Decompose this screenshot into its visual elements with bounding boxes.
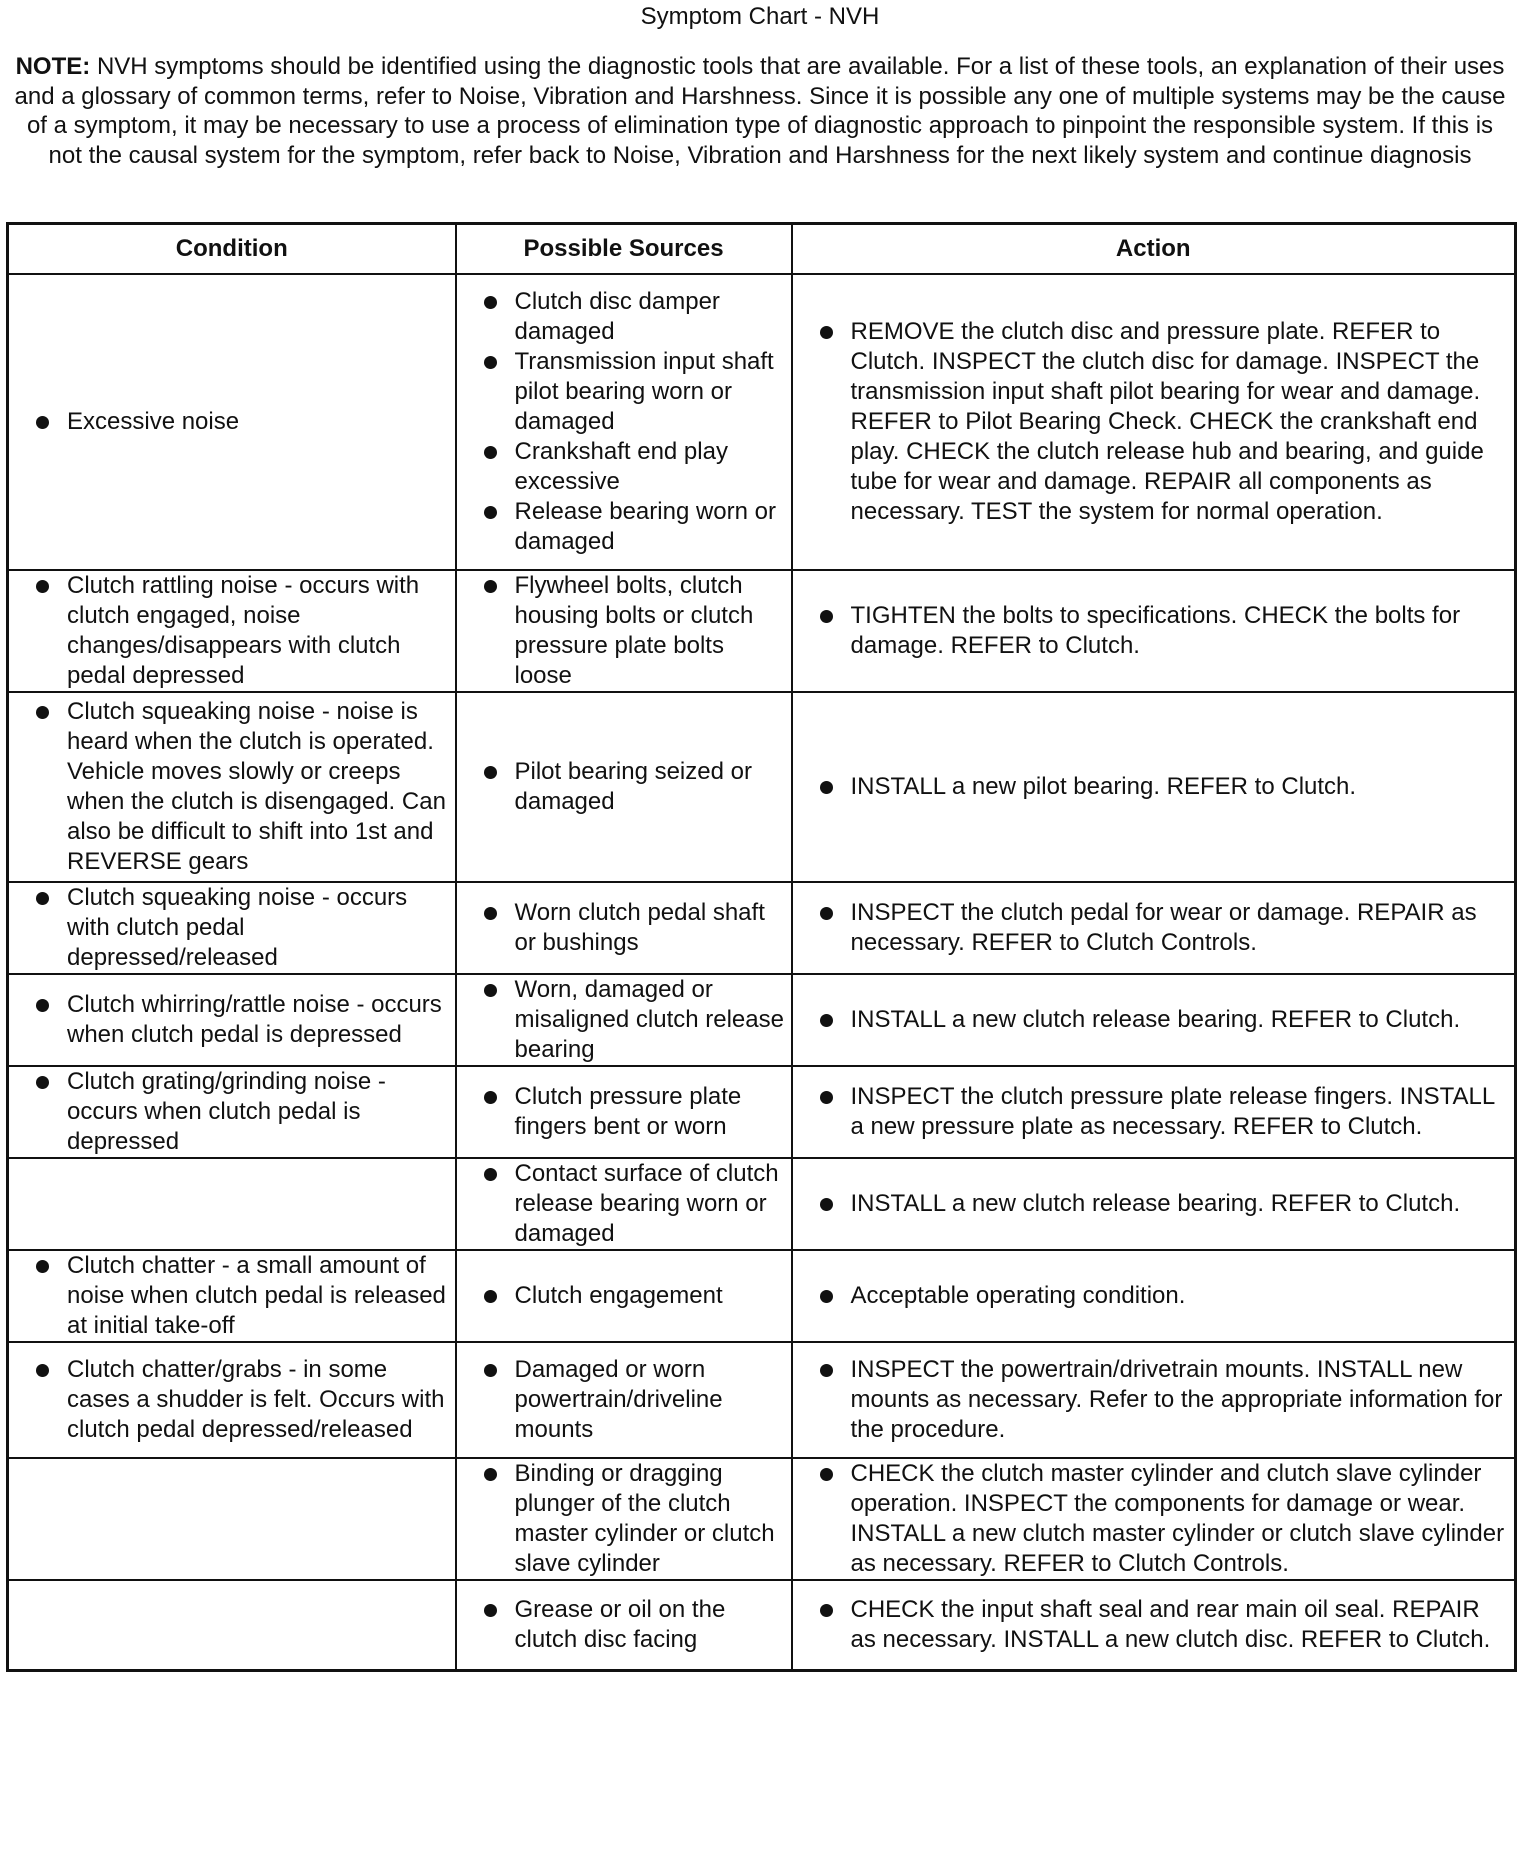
table-row: [8, 570, 1516, 692]
source-item: Clutch disc damper damaged: [457, 287, 787, 347]
condition-cell: [8, 974, 456, 1066]
table-row: [8, 1066, 1516, 1158]
condition-text: Clutch grating/grinding noise - occurs when clutch pedal is depressed: [9, 1067, 451, 1157]
condition-text: Clutch rattling noise - occurs with clutch engaged, noise changes/disappears with clutch pedal depressed: [9, 571, 451, 691]
source-item: Clutch pressure plate fingers bent or worn: [457, 1082, 787, 1142]
condition-cell: [8, 1250, 456, 1342]
possible-sources-cell: [456, 1158, 792, 1250]
action-text: CHECK the clutch master cylinder and clutch slave cylinder operation. INSPECT the components for damage or wear. INSTALL a new clutch master cylinder or clutch slave cylinder as necessary. REFER to Clutch Controls.: [793, 1459, 1511, 1579]
action-cell: [792, 570, 1516, 692]
possible-sources-cell: [456, 1250, 792, 1342]
table-row: [8, 1250, 1516, 1342]
action-cell: [792, 1250, 1516, 1342]
condition-cell: [8, 1580, 456, 1670]
action-cell: [792, 882, 1516, 974]
action-text: INSTALL a new clutch release bearing. REFER to Clutch.: [793, 1189, 1511, 1219]
action-cell: [792, 1458, 1516, 1580]
action-cell: [792, 1342, 1516, 1458]
header-condition: Condition: [8, 224, 456, 275]
action-text: INSPECT the clutch pedal for wear or damage. REPAIR as necessary. REFER to Clutch Controls.: [793, 898, 1511, 958]
source-item: Grease or oil on the clutch disc facing: [457, 1595, 787, 1655]
action-text: INSTALL a new pilot bearing. REFER to Clutch.: [793, 772, 1511, 802]
action-text: INSPECT the clutch pressure plate release fingers. INSTALL a new pressure plate as necessary. REFER to Clutch.: [793, 1082, 1511, 1142]
action-cell: [792, 1580, 1516, 1670]
condition-text: Excessive noise: [9, 407, 451, 437]
condition-cell: [8, 692, 456, 882]
source-item: Crankshaft end play excessive: [457, 437, 787, 497]
table-row: [8, 1580, 1516, 1670]
condition-cell: [8, 1342, 456, 1458]
source-item: Clutch engagement: [457, 1281, 787, 1311]
action-text: CHECK the input shaft seal and rear main oil seal. REPAIR as necessary. INSTALL a new clutch disc. REFER to Clutch.: [793, 1595, 1511, 1655]
header-possible-sources: Possible Sources: [456, 224, 792, 275]
action-cell: [792, 1066, 1516, 1158]
condition-cell: [8, 1458, 456, 1580]
table-row: [8, 882, 1516, 974]
table-row: [8, 1342, 1516, 1458]
note-text: NVH symptoms should be identified using the diagnostic tools that are available. For a list of these tools, an explanation of their uses and a glossary of common terms, refer to Noise, Vibration and Harshness. Since it is possible any one of multiple systems may be the cause of a symptom, it may be necessary to use a process of elimination type of diagnostic approach to pinpoint the responsible system. If this is not the causal system for the symptom, refer back to Noise, Vibration and Harshness for the next likely system and continue diagnosis: [14, 53, 1506, 169]
action-text: Acceptable operating condition.: [793, 1281, 1511, 1311]
source-item: Transmission input shaft pilot bearing worn or damaged: [457, 347, 787, 437]
table-row: [8, 1158, 1516, 1250]
action-text: INSTALL a new clutch release bearing. REFER to Clutch.: [793, 1005, 1511, 1035]
note-label: NOTE:: [15, 53, 91, 80]
condition-cell: [8, 1066, 456, 1158]
source-item: Worn, damaged or misaligned clutch release bearing: [457, 975, 787, 1065]
action-cell: [792, 974, 1516, 1066]
condition-text: Clutch squeaking noise - occurs with clutch pedal depressed/released: [9, 883, 451, 973]
action-cell: [792, 692, 1516, 882]
action-cell: [792, 274, 1516, 570]
condition-cell: [8, 882, 456, 974]
note-paragraph: [8, 52, 1512, 202]
source-item: Pilot bearing seized or damaged: [457, 757, 787, 817]
source-item: Worn clutch pedal shaft or bushings: [457, 898, 787, 958]
possible-sources-cell: [456, 692, 792, 882]
possible-sources-cell: [456, 1342, 792, 1458]
table-body: [8, 274, 1516, 1670]
action-text: TIGHTEN the bolts to specifications. CHECK the bolts for damage. REFER to Clutch.: [793, 601, 1511, 661]
possible-sources-cell: [456, 974, 792, 1066]
table-row: [8, 274, 1516, 570]
source-item: Flywheel bolts, clutch housing bolts or clutch pressure plate bolts loose: [457, 571, 787, 691]
table-row: [8, 974, 1516, 1066]
table-header-row: [8, 224, 1516, 275]
page-title: Symptom Chart - NVH: [640, 3, 880, 30]
condition-text: Clutch squeaking noise - noise is heard when the clutch is operated. Vehicle moves slowly or creeps when the clutch is disengaged. Can also be difficult to shift into 1st and REVERSE gears: [9, 697, 451, 877]
condition-cell: [8, 570, 456, 692]
source-item: Contact surface of clutch release bearing worn or damaged: [457, 1159, 787, 1249]
header-action: Action: [792, 224, 1516, 275]
condition-cell: [8, 1158, 456, 1250]
source-item: Damaged or worn powertrain/driveline mounts: [457, 1355, 787, 1445]
condition-text: Clutch whirring/rattle noise - occurs when clutch pedal is depressed: [9, 990, 451, 1050]
condition-cell: [8, 274, 456, 570]
table-row: [8, 692, 1516, 882]
action-cell: [792, 1158, 1516, 1250]
possible-sources-cell: [456, 882, 792, 974]
condition-text: Clutch chatter - a small amount of noise when clutch pedal is released at initial take-off: [9, 1251, 451, 1341]
possible-sources-cell: [456, 1458, 792, 1580]
possible-sources-cell: [456, 570, 792, 692]
action-text: REMOVE the clutch disc and pressure plate. REFER to Clutch. INSPECT the clutch disc for damage. INSPECT the transmission input shaft pilot bearing for wear and damage. REFER to Pilot Bearing Check. CHECK the crankshaft end play. CHECK the clutch release hub and bearing, and guide tube for wear and damage. REPAIR all components as necessary. TEST the system for normal operation.: [793, 317, 1511, 527]
possible-sources-cell: [456, 1066, 792, 1158]
symptom-table: [6, 222, 1517, 1672]
action-text: INSPECT the powertrain/drivetrain mounts. INSTALL new mounts as necessary. Refer to the appropriate information for the procedure.: [793, 1355, 1511, 1445]
possible-sources-cell: [456, 274, 792, 570]
source-item: Release bearing worn or damaged: [457, 497, 787, 557]
possible-sources-cell: [456, 1580, 792, 1670]
table-row: [8, 1458, 1516, 1580]
condition-text: Clutch chatter/grabs - in some cases a shudder is felt. Occurs with clutch pedal depressed/released: [9, 1355, 451, 1445]
source-item: Binding or dragging plunger of the clutch master cylinder or clutch slave cylinder: [457, 1459, 787, 1579]
